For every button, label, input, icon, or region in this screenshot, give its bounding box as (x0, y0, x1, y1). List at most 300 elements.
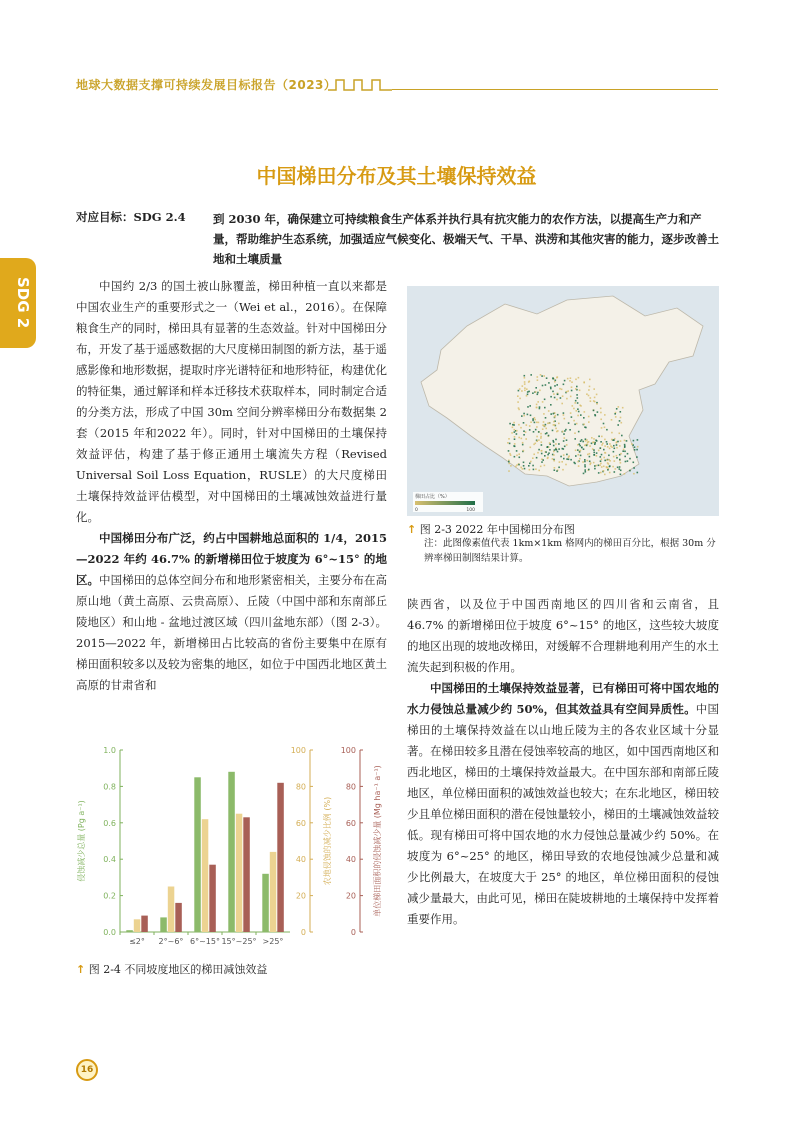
terrace-pixel (566, 391, 568, 393)
terrace-pixel (601, 427, 603, 429)
terrace-pixel (524, 381, 526, 383)
terrace-pixel (530, 447, 532, 449)
terrace-pixel (528, 391, 530, 393)
terrace-pixel (538, 431, 540, 433)
terrace-pixel (602, 443, 604, 445)
terrace-pixel (547, 454, 549, 456)
terrace-pixel (537, 394, 539, 396)
terrace-pixel (586, 393, 588, 395)
terrace-pixel (578, 431, 580, 433)
terrace-pixel (583, 417, 585, 419)
terrace-pixel (548, 452, 550, 454)
terrace-pixel (547, 423, 549, 425)
left-column (76, 276, 387, 696)
terrace-pixel (539, 406, 541, 408)
terrace-pixel (588, 389, 590, 391)
terrace-pixel (542, 459, 544, 461)
terrace-pixel (561, 461, 563, 463)
terrace-pixel (618, 406, 620, 408)
terrace-pixel (549, 422, 551, 424)
terrace-pixel (550, 396, 552, 398)
terrace-pixel (613, 456, 615, 458)
terrace-pixel (522, 468, 524, 470)
terrace-pixel (523, 434, 525, 436)
bar-right (277, 783, 284, 932)
terrace-pixel (619, 420, 621, 422)
middle-axis-title: 农地侵蚀的减少比例 (%) (323, 796, 332, 886)
terrace-pixel (541, 375, 543, 377)
terrace-pixel (524, 390, 526, 392)
terrace-pixel (563, 414, 565, 416)
map-caption (407, 521, 719, 537)
terrace-pixel (537, 379, 539, 381)
terrace-pixel (563, 433, 565, 435)
terrace-pixel (594, 468, 596, 470)
terrace-pixel (534, 422, 536, 424)
terrace-pixel (514, 443, 516, 445)
terrace-pixel (601, 466, 603, 468)
terrace-pixel (574, 432, 576, 434)
terrace-pixel (593, 452, 595, 454)
terrace-pixel (512, 424, 514, 426)
terrace-pixel (580, 414, 582, 416)
terrace-pixel (544, 407, 546, 409)
terrace-pixel (607, 446, 609, 448)
terrace-pixel (567, 390, 569, 392)
terrace-pixel (616, 444, 618, 446)
terrace-pixel (529, 463, 531, 465)
terrace-pixel (614, 471, 616, 473)
terrace-pixel (614, 413, 616, 415)
terrace-pixel (541, 441, 543, 443)
terrace-pixel (594, 443, 596, 445)
terrace-pixel (525, 438, 527, 440)
terrace-pixel (552, 458, 554, 460)
terrace-pixel (564, 418, 566, 420)
terrace-pixel (578, 377, 580, 379)
terrace-pixel (603, 466, 605, 468)
terrace-pixel (563, 458, 565, 460)
terrace-pixel (529, 425, 531, 427)
terrace-pixel (619, 459, 621, 461)
terrace-pixel (554, 412, 556, 414)
x-tick-label: 15°~25° (221, 937, 257, 946)
terrace-pixel (604, 452, 606, 454)
terrace-pixel (627, 460, 629, 462)
terrace-pixel (534, 419, 536, 421)
terrace-pixel (573, 462, 575, 464)
terrace-pixel (519, 457, 521, 459)
terrace-pixel (545, 451, 547, 453)
terrace-pixel (524, 468, 526, 470)
terrace-pixel (524, 377, 526, 379)
terrace-pixel (598, 436, 600, 438)
terrace-pixel (543, 413, 545, 415)
chart-caption (76, 961, 387, 977)
terrace-pixel (582, 461, 584, 463)
terrace-pixel (517, 401, 519, 403)
terrace-pixel (613, 451, 615, 453)
terrace-pixel (636, 456, 638, 458)
bar-left (126, 930, 133, 932)
terrace-pixel (576, 410, 578, 412)
terrace-pixel (599, 464, 601, 466)
terrace-pixel (522, 444, 524, 446)
terrace-pixel (553, 393, 555, 395)
terrace-pixel (530, 374, 532, 376)
terrace-pixel (604, 445, 606, 447)
terrace-pixel (556, 399, 558, 401)
arrow-up-icon: ↑ (76, 963, 86, 976)
terrace-pixel (594, 397, 596, 399)
terrace-pixel (564, 437, 566, 439)
terrace-pixel (590, 400, 592, 402)
terrace-pixel (557, 430, 559, 432)
bar-left (160, 917, 167, 932)
terrace-pixel (624, 444, 626, 446)
terrace-pixel (516, 464, 518, 466)
terrace-pixel (601, 436, 603, 438)
terrace-pixel (516, 433, 518, 435)
terrace-pixel (542, 424, 544, 426)
terrace-pixel (527, 414, 529, 416)
terrace-pixel (576, 394, 578, 396)
terrace-pixel (584, 461, 586, 463)
terrace-pixel (563, 448, 565, 450)
terrace-pixel (554, 424, 556, 426)
terrace-pixel (573, 420, 575, 422)
terrace-pixel (584, 426, 586, 428)
terrace-pixel (627, 453, 629, 455)
terrace-pixel (622, 450, 624, 452)
terrace-pixel (554, 397, 556, 399)
terrace-pixel (541, 450, 543, 452)
terrace-pixel (554, 449, 556, 451)
terrace-pixel (619, 468, 621, 470)
terrace-pixel (536, 422, 538, 424)
terrace-pixel (552, 377, 554, 379)
terrace-map (407, 286, 719, 516)
terrace-pixel (619, 445, 621, 447)
terrace-pixel (606, 459, 608, 461)
terrace-pixel (564, 446, 566, 448)
left-paragraph-1: 中国约 2/3 的国土被山脉覆盖，梯田种植一直以来都是中国农业生产的重要形式之一（Wei et al.，2016）。在保障粮食生产的同时，梯田具有显著的生态效益。针对中国梯田分布，开发了基于遥感数据的大尺度梯田制图的新方法，基于遥感影像和地形数据，提取时序光谱特征和地形特征，构建优化的特征集，通过解译和样本迁移技术获取样本，同时制定合适的分类方法，形成了中国 30m 空间分辨率梯田分布数据集 2 套（2015 年和2022 年）。同时，针对中国梯田的土壤保持效益评估，构建了基于修正通用土壤流失方程（Revised Universal Soil Loss Equation，RUSLE）的大尺度梯田土壤保持效益评估模型，对中国梯田的土壤减蚀效益进行量化。 (76, 279, 387, 524)
terrace-pixel (539, 390, 541, 392)
terrace-pixel (620, 440, 622, 442)
terrace-pixel (600, 441, 602, 443)
terrace-pixel (566, 398, 568, 400)
terrace-pixel (620, 470, 622, 472)
terrace-pixel (604, 439, 606, 441)
terrace-pixel (520, 427, 522, 429)
terrace-pixel (560, 397, 562, 399)
terrace-pixel (554, 467, 556, 469)
terrace-pixel (637, 439, 639, 441)
terrace-pixel (536, 436, 538, 438)
terrace-pixel (563, 384, 565, 386)
terrace-pixel (545, 384, 547, 386)
terrace-pixel (570, 459, 572, 461)
terrace-pixel (523, 462, 525, 464)
terrace-pixel (518, 409, 520, 411)
terrace-pixel (575, 388, 577, 390)
terrace-pixel (547, 457, 549, 459)
terrace-pixel (541, 453, 543, 455)
terrace-pixel (514, 431, 516, 433)
terrace-pixel (555, 428, 557, 430)
terrace-pixel (609, 466, 611, 468)
terrace-pixel (527, 406, 529, 408)
terrace-pixel (601, 444, 603, 446)
terrace-pixel (527, 394, 529, 396)
terrace-pixel (590, 397, 592, 399)
terrace-pixel (634, 446, 636, 448)
terrace-pixel (566, 458, 568, 460)
terrace-pixel (603, 449, 605, 451)
terrace-pixel (526, 388, 528, 390)
terrace-pixel (518, 464, 520, 466)
terrace-pixel (536, 440, 538, 442)
terrace-pixel (574, 402, 576, 404)
terrace-pixel (536, 426, 538, 428)
terrace-pixel (546, 377, 548, 379)
terrace-pixel (611, 439, 613, 441)
terrace-pixel (553, 454, 555, 456)
right-tick-label: 80 (345, 782, 356, 792)
terrace-pixel (581, 447, 583, 449)
terrace-pixel (601, 459, 603, 461)
terrace-pixel (576, 386, 578, 388)
terrace-pixel (542, 428, 544, 430)
terrace-pixel (585, 438, 587, 440)
bar-middle (270, 852, 277, 932)
terrace-pixel (600, 456, 602, 458)
terrace-pixel (542, 401, 544, 403)
terrace-pixel (598, 472, 600, 474)
bar-middle (236, 814, 243, 932)
terrace-pixel (548, 435, 550, 437)
terrace-pixel (537, 401, 539, 403)
terrace-pixel (521, 415, 523, 417)
terrace-pixel (558, 443, 560, 445)
terrace-pixel (600, 408, 602, 410)
terrace-pixel (554, 385, 556, 387)
bar-right (175, 903, 182, 932)
terrace-pixel (509, 423, 511, 425)
x-tick-label: 2°~6° (158, 937, 184, 946)
terrace-pixel (591, 437, 593, 439)
terrace-pixel (556, 377, 558, 379)
terrace-pixel (593, 441, 595, 443)
terrace-pixel (636, 449, 638, 451)
terrace-pixel (516, 430, 518, 432)
terrace-pixel (530, 415, 532, 417)
terrace-pixel (593, 462, 595, 464)
terrace-pixel (606, 429, 608, 431)
terrace-pixel (541, 461, 543, 463)
map-caption-text: 图 2-3 2022 年中国梯田分布图 (419, 523, 575, 536)
terrace-pixel (509, 443, 511, 445)
terrace-pixel (577, 415, 579, 417)
terrace-pixel (526, 424, 528, 426)
terrace-pixel (562, 395, 564, 397)
terrace-pixel (596, 465, 598, 467)
terrace-pixel (575, 379, 577, 381)
terrace-pixel (530, 461, 532, 463)
terrace-pixel (510, 465, 512, 467)
terrace-pixel (510, 454, 512, 456)
terrace-pixel (518, 437, 520, 439)
terrace-pixel (562, 431, 564, 433)
terrace-pixel (555, 448, 557, 450)
terrace-pixel (553, 441, 555, 443)
terrace-pixel (580, 455, 582, 457)
terrace-pixel (584, 464, 586, 466)
terrace-pixel (555, 380, 557, 382)
terrace-pixel (524, 383, 526, 385)
chart-caption-text: 图 2-4 不同坡度地区的梯田减蚀效益 (88, 963, 268, 976)
terrace-pixel (553, 445, 555, 447)
terrace-pixel (528, 465, 530, 467)
terrace-pixel (575, 455, 577, 457)
terrace-pixel (611, 419, 613, 421)
bar-middle (168, 887, 175, 933)
terrace-pixel (596, 394, 598, 396)
terrace-pixel (555, 443, 557, 445)
left-paragraph-2-body: 中国梯田的总体空间分布和地形紧密相关，主要分布在高原山地（黄土高原、云贵高原）、丘陵（中国中部和东南部丘陵地区）和山地 - 盆地过渡区域（四川盆地东部）（图 2-3）。2015—2022 年，新增梯田占比较高的省份主要集中在原有梯田面积较多以及较为密集的地区，如位于中国西北地区黄土高原的甘肃省和 (76, 573, 388, 692)
terrace-pixel (607, 469, 609, 471)
terrace-pixel (536, 407, 538, 409)
terrace-pixel (621, 422, 623, 424)
terrace-pixel (537, 392, 539, 394)
terrace-pixel (624, 456, 626, 458)
terrace-pixel (591, 443, 593, 445)
bar-right (141, 916, 148, 932)
terrace-pixel (559, 461, 561, 463)
terrace-pixel (613, 445, 615, 447)
terrace-pixel (535, 387, 537, 389)
terrace-pixel (540, 466, 542, 468)
terrace-pixel (587, 460, 589, 462)
arrow-up-icon: ↑ (407, 523, 417, 536)
terrace-pixel (541, 444, 543, 446)
terrace-pixel (521, 438, 523, 440)
terrace-pixel (561, 389, 563, 391)
terrace-pixel (525, 431, 527, 433)
terrace-pixel (565, 464, 567, 466)
terrace-pixel (558, 448, 560, 450)
terrace-pixel (509, 453, 511, 455)
right-paragraph-2 (407, 678, 719, 930)
terrace-pixel (577, 444, 579, 446)
terrace-pixel (577, 402, 579, 404)
terrace-pixel (523, 422, 525, 424)
terrace-pixel (606, 441, 608, 443)
terrace-pixel (604, 474, 606, 476)
terrace-pixel (577, 408, 579, 410)
terrace-pixel (601, 454, 603, 456)
terrace-pixel (565, 429, 567, 431)
terrace-pixel (526, 395, 528, 397)
terrace-pixel (540, 374, 542, 376)
terrace-pixel (580, 450, 582, 452)
terrace-pixel (550, 404, 552, 406)
right-axis-title: 单位梯田面积的侵蚀减少量 (Mg ha⁻¹ a⁻¹) (373, 765, 382, 917)
terrace-pixel (620, 411, 622, 413)
terrace-pixel (579, 451, 581, 453)
terrace-pixel (623, 449, 625, 451)
terrace-pixel (517, 395, 519, 397)
terrace-pixel (545, 428, 547, 430)
bar-left (262, 874, 269, 932)
terrace-pixel (593, 410, 595, 412)
terrace-pixel (606, 466, 608, 468)
terrace-pixel (563, 440, 565, 442)
terrace-pixel (529, 429, 531, 431)
terrace-pixel (560, 456, 562, 458)
terrace-pixel (620, 462, 622, 464)
terrace-pixel (629, 470, 631, 472)
terrace-pixel (571, 386, 573, 388)
terrace-pixel (614, 460, 616, 462)
x-tick-label: >25° (262, 937, 284, 946)
terrace-pixel (625, 461, 627, 463)
terrace-pixel (508, 470, 510, 472)
terrace-pixel (588, 416, 590, 418)
terrace-pixel (514, 429, 516, 431)
terrace-pixel (582, 441, 584, 443)
terrace-pixel (633, 467, 635, 469)
terrace-pixel (593, 388, 595, 390)
right-column (407, 594, 719, 930)
terrace-pixel (552, 430, 554, 432)
middle-tick-label: 80 (295, 782, 306, 792)
terrace-pixel (588, 395, 590, 397)
terrace-pixel (514, 456, 516, 458)
terrace-pixel (555, 439, 557, 441)
terrace-pixel (545, 424, 547, 426)
left-axis-title: 侵蚀减少总量 (Pg a⁻¹) (77, 800, 86, 882)
terrace-pixel (611, 432, 613, 434)
right-paragraph-2-lead: 中国梯田的土壤保持效益显著，已有梯田可将中国农地的水力侵蚀总量减少约 50%，但其效益具有空间异质性。 (407, 681, 719, 716)
terrace-pixel (620, 417, 622, 419)
terrace-pixel (514, 438, 516, 440)
terrace-pixel (609, 472, 611, 474)
terrace-pixel (579, 445, 581, 447)
terrace-pixel (544, 425, 546, 427)
middle-tick-label: 60 (295, 818, 306, 828)
terrace-pixel (570, 377, 572, 379)
terrace-pixel (569, 380, 571, 382)
terrace-pixel (593, 400, 595, 402)
map-legend-label: 梯田占比（%） (415, 494, 450, 500)
terrace-pixel (604, 460, 606, 462)
terrace-pixel (617, 424, 619, 426)
terrace-pixel (558, 423, 560, 425)
terrace-pixel (553, 421, 555, 423)
terrace-pixel (588, 421, 590, 423)
terrace-pixel (567, 378, 569, 380)
terrace-pixel (533, 444, 535, 446)
terrace-pixel (540, 437, 542, 439)
left-tick-label: 0.4 (103, 855, 116, 865)
terrace-pixel (604, 414, 606, 416)
terrace-pixel (617, 467, 619, 469)
terrace-pixel (557, 394, 559, 396)
terrace-pixel (571, 381, 573, 383)
terrace-pixel (579, 405, 581, 407)
terrace-pixel (554, 381, 556, 383)
